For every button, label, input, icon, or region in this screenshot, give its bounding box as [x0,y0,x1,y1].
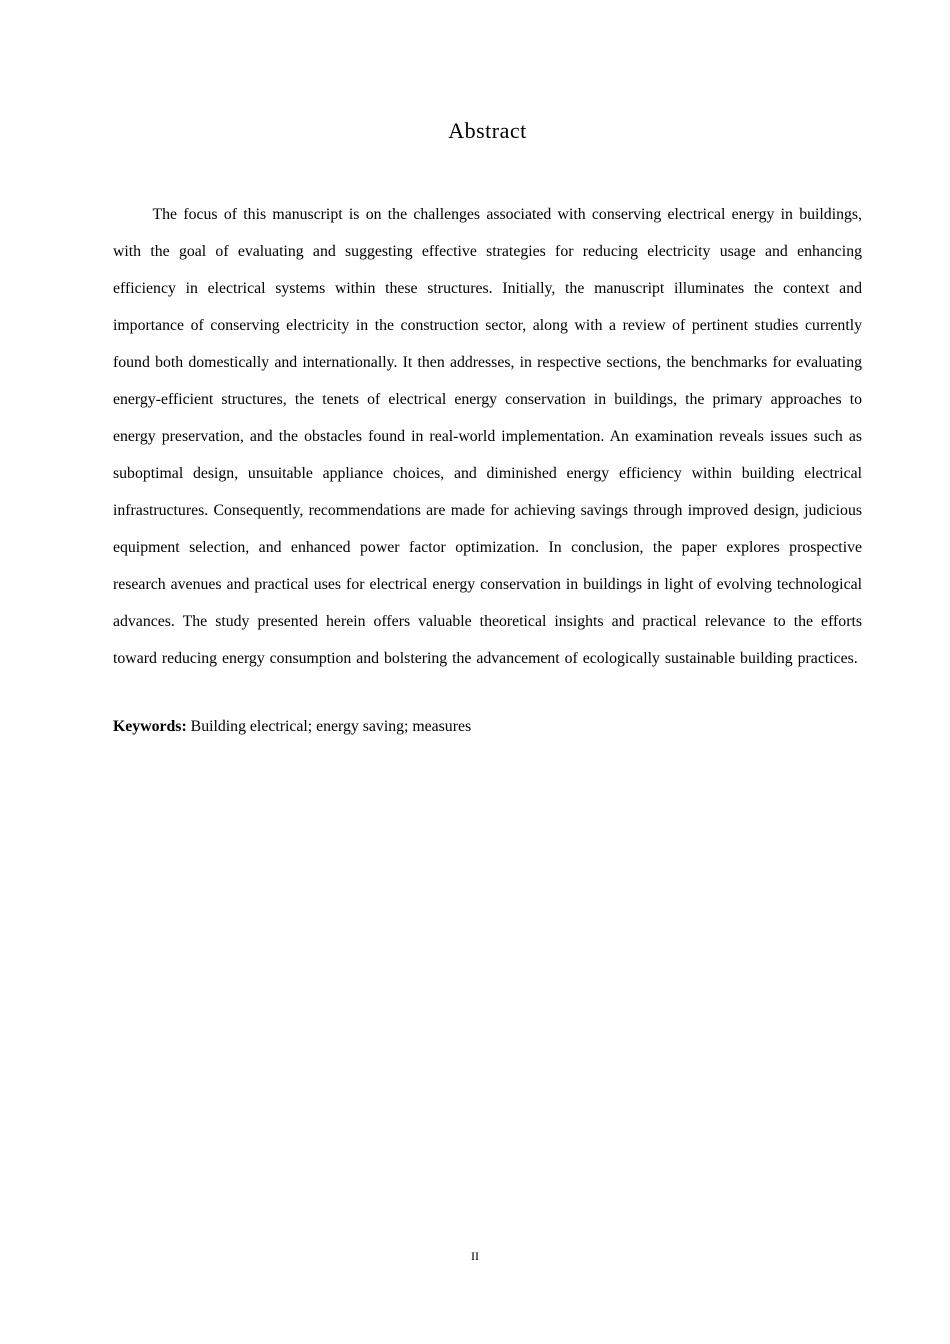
abstract-paragraph: The focus of this manuscript is on the challenges associated with conserving electrical energy in buildings, with the goal of evaluating and suggesting effective strategies for reducing electricity usage and enhancing efficiency in electrical systems within these structures. Initially, the manuscript illuminates the context and importance of conserving electricity in the construction sector, along with a review of pertinent studies currently found both domestically and internationally. It then addresses, in respective sections, the benchmarks for evaluating energy-efficient structures, the tenets of electrical energy conservation in buildings, the primary approaches to energy preservation, and the obstacles found in real-world implementation. An examination reveals issues such as suboptimal design, unsuitable appliance choices, and diminished energy efficiency within building electrical infrastructures. Consequently, recommendations are made for achieving savings through improved design, judicious equipment selection, and enhanced power factor optimization. In conclusion, the paper explores prospective research avenues and practical uses for electrical energy conservation in buildings in light of evolving technological advances. The study presented herein offers valuable theoretical insights and practical relevance to the efforts toward reducing energy consumption and bolstering the advancement of ecologically sustainable building practices. [113,206,862,667]
page-title: Abstract [448,118,527,143]
keywords-line [113,708,862,745]
keywords-label: Keywords: [113,718,187,735]
keywords-text: Building electrical; energy saving; measures [186,718,472,735]
page-number: II [471,1249,479,1263]
